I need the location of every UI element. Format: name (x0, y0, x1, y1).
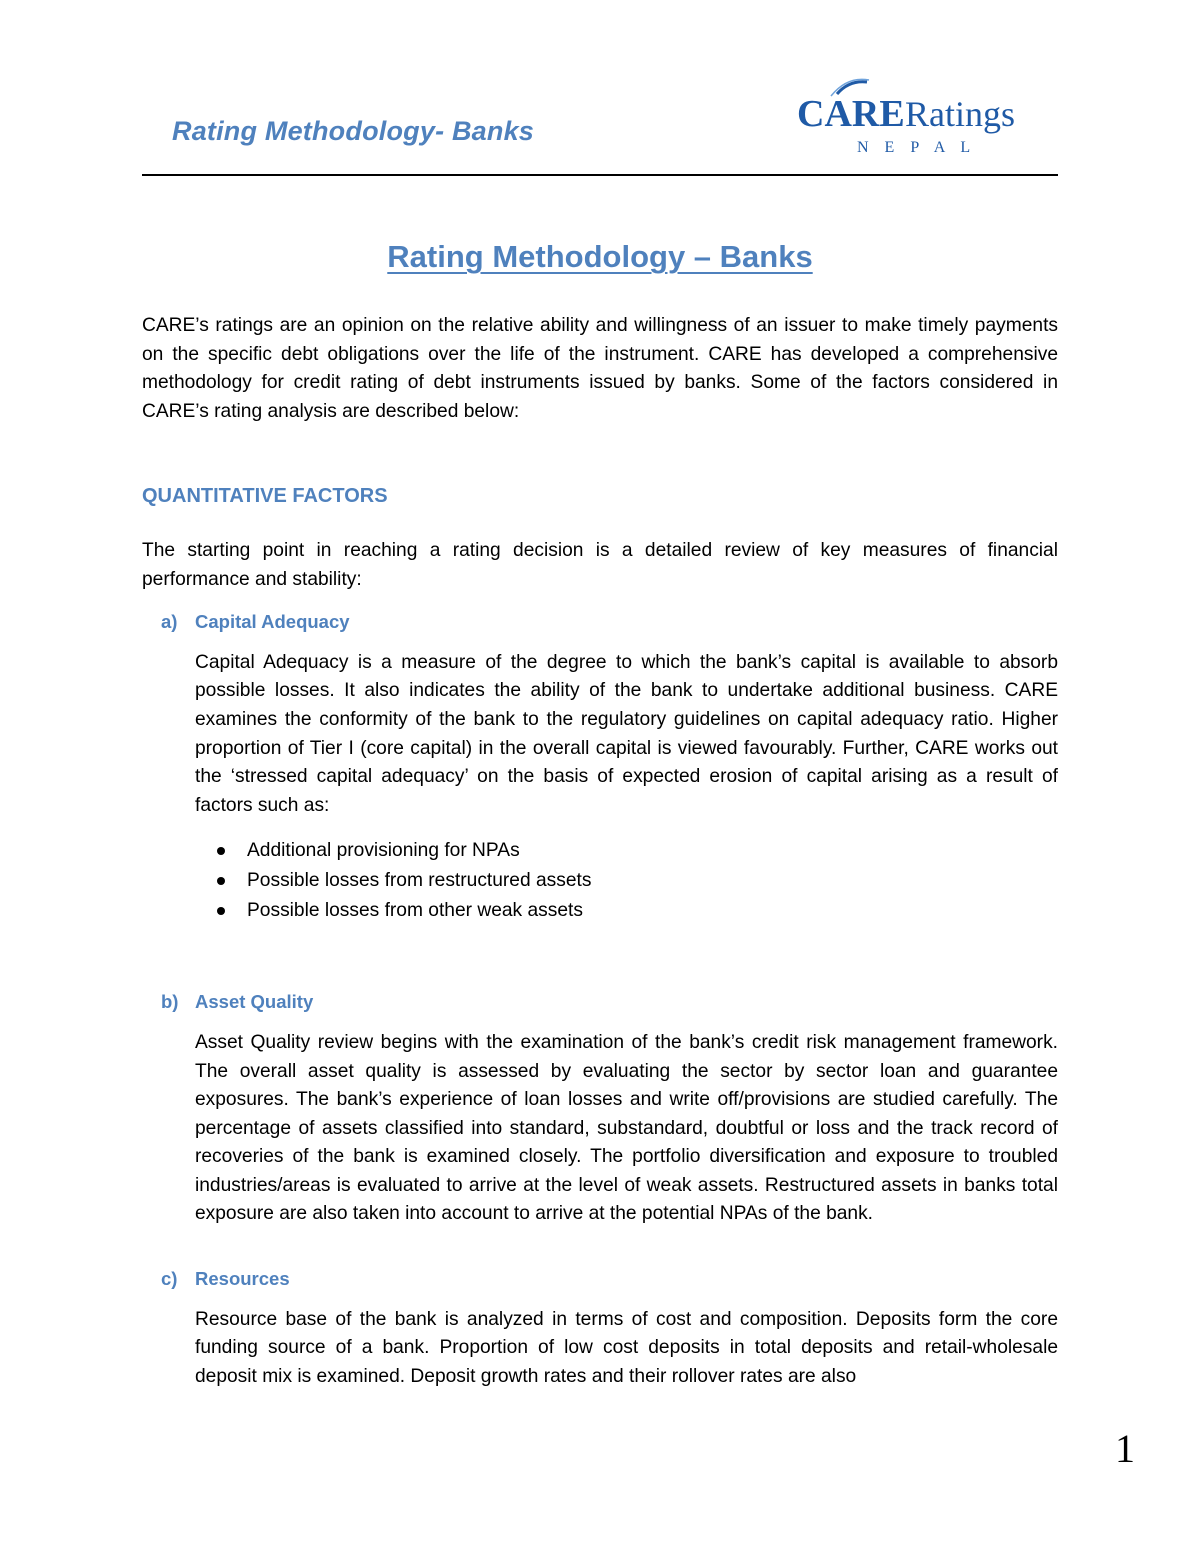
subsection-heading (161, 988, 1058, 1017)
subsection-asset-quality (142, 988, 1058, 1229)
logo-word: Ratings (905, 94, 1016, 134)
page-header (142, 70, 1058, 178)
bullet-icon (217, 877, 225, 885)
bullet-icon (217, 907, 225, 915)
subsection-capital-adequacy (142, 608, 1058, 926)
subsection-body: Capital Adequacy is a measure of the degree to which the bank’s capital is available to absorb possible losses. It also indicates the ability of the bank to undertake additional business. CARE examines the conformity of the bank to the regulatory guidelines on capital adequacy ratio. Higher proportion of Tier I (core capital) in the overall capital is viewed favourably. Further, CARE works out the ‘stressed capital adequacy’ on the basis of expected erosion of capital arising as a result of factors such as: (195, 651, 1058, 816)
subsection-body: Resource base of the bank is analyzed in terms of cost and composition. Deposits form the core funding source of a bank. Proportion of low cost deposits in total deposits and retail-wholesale deposit mix is examined. Deposit growth rates and their rollover rates are also (195, 1308, 1058, 1387)
subsection-letter: c) (161, 1268, 178, 1290)
subsection-title: Resources (195, 1268, 290, 1290)
subsection-heading (161, 1265, 1058, 1294)
care-ratings-logo (797, 76, 1047, 166)
intro-paragraph: CARE’s ratings are an opinion on the relative ability and willingness of an issuer to make timely payments on the specific debt obligations over the life of the instrument. CARE has developed a comprehensive methodology for credit rating of debt instruments issued by banks. Some of the factors considered in CARE’s rating analysis are described below: (142, 315, 1058, 422)
subsection-title: Asset Quality (195, 991, 314, 1013)
list-item: Additional provisioning for NPAs (247, 836, 1058, 866)
list-item: Possible losses from other weak assets (247, 896, 1058, 926)
page-number: 1 (1115, 1426, 1135, 1471)
header-divider (142, 174, 1058, 176)
bullet-icon (217, 847, 225, 855)
document-body (142, 232, 1058, 1401)
section-heading: QUANTITATIVE FACTORS (142, 485, 388, 508)
document-title: Rating Methodology – Banks (387, 239, 813, 274)
header-title: Rating Methodology- Banks (172, 116, 534, 146)
list-item: Possible losses from restructured assets (247, 866, 1058, 896)
subsection-title: Capital Adequacy (195, 611, 350, 633)
subsection-body: Asset Quality review begins with the examination of the bank’s credit risk management framework. The overall asset quality is assessed by evaluating the sector by sector loan and guarantee exposures. The bank’s experience of loan losses and write off/provisions are studied carefully. The percentage of assets classified into standard, substandard, doubtful or loss and the track record of recoveries of the bank is examined closely. The portfolio diversification and exposure to troubled industries/areas is evaluated to arrive at the level of weak assets. Restructured assets in banks total exposure are also taken into account to arrive at the potential NPAs of the bank. (195, 1031, 1058, 1225)
logo-brand: CARE (797, 93, 905, 135)
logo-country: N E P A L (857, 139, 977, 156)
subsection-resources (142, 1265, 1058, 1391)
section-lead: The starting point in reaching a rating decision is a detailed review of key measures of financial performance and stability: (142, 539, 1058, 590)
subsection-letter: a) (161, 611, 178, 633)
bullet-list (195, 836, 1058, 926)
subsection-heading (161, 608, 1058, 637)
subsection-letter: b) (161, 991, 179, 1013)
